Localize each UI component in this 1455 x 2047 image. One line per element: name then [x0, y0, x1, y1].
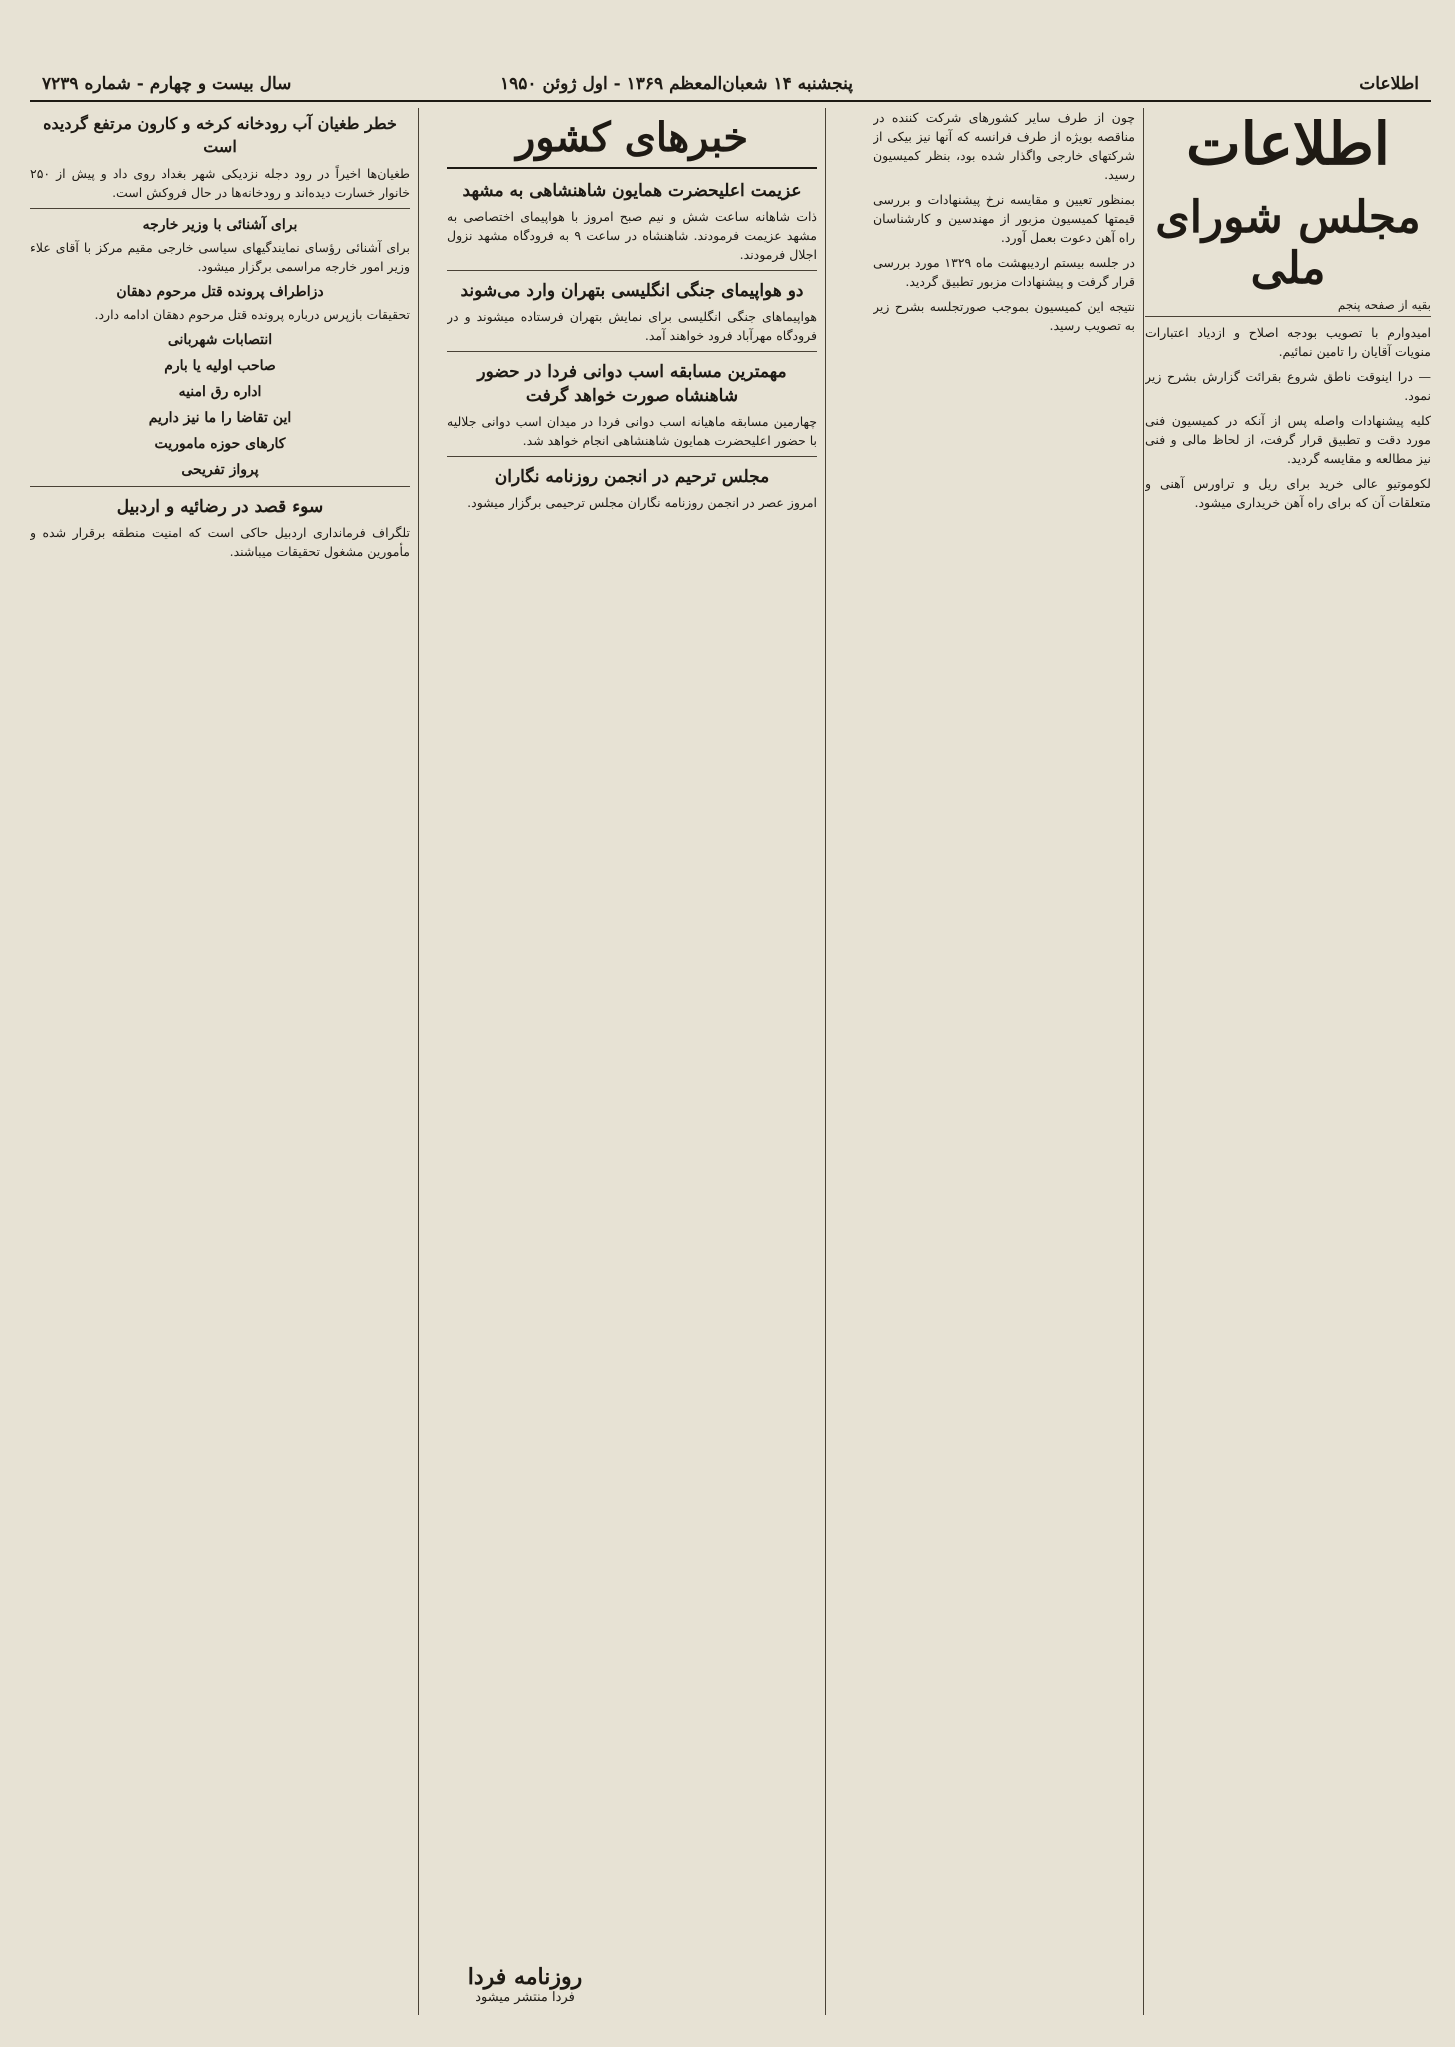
headline: خطر طغیان آب رودخانه کرخه و کارون مرتفع گردیده است: [43, 114, 397, 156]
masthead-name: اطلاعات: [1359, 74, 1419, 94]
article-paragraph: امیدوارم با تصویب بودجه اصلاح و ازدیاد اعتبارات منویات آقایان را تامین نمائیم.: [1145, 325, 1431, 359]
headline: کارهای حوزه ماموریت: [154, 436, 286, 452]
headline: سوء قصد در رضائیه و اردبیل: [116, 497, 324, 517]
section-title: مجلس شورای ملی: [1155, 192, 1421, 294]
article-paragraph: نتیجه این کمیسیون بموجب صورتجلسه بشرح زیر به تصویب رسید.: [873, 299, 1135, 333]
article-paragraph: بمنظور تعیین و مقایسه نرخ پیشنهادات و بررسی قیمتها کمیسیون مزبور از مهندسین و کارشناسان راه آهن دعوت بعمل آورد.: [873, 192, 1135, 245]
byline: بقیه از صفحه پنجم: [1145, 298, 1431, 317]
column-parliament: [1145, 108, 1431, 2015]
column-divider: [825, 108, 826, 2015]
article-paragraph: کلیه پیشنهادات واصله پس از آنکه در کمیسیون فنی مورد دقت و تطبیق قرار گرفت، از لحاظ مالی و فنی نیز مطالعه و مقایسه گردید.: [1145, 413, 1431, 466]
headline: این تقاضا را ما نیز داریم: [148, 410, 292, 426]
headline: عزیمت اعلیحضرت همایون شاهنشاهی به مشهد: [462, 181, 802, 201]
separator: [447, 351, 817, 352]
headline: برای آشنائی با وزیر خارجه: [142, 217, 298, 233]
article-paragraph: چهارمین مسابقه ماهیانه اسب دوانی فردا در میدان اسب دوانی جلالیه با حضور اعلیحضرت همایون شاهنشاهی انجام خواهد شد.: [447, 414, 817, 448]
masthead-date: پنجشنبه ۱۴ شعبان‌المعظم ۱۳۶۹ - اول ژوئن ۱۹۵۰: [500, 74, 854, 94]
separator: [30, 208, 410, 209]
headline: مجلس ترحیم در انجمن روزنامه نگاران: [494, 467, 770, 487]
headline: دو هواپیمای جنگی انگلیسی بتهران وارد می‌شوند: [460, 281, 804, 301]
column-news-briefs: [30, 108, 410, 2015]
column-divider: [418, 108, 419, 2015]
separator: [447, 270, 817, 271]
column-divider: [1143, 108, 1144, 2015]
domestic-news-title: خبرهای کشور: [447, 114, 817, 169]
article-paragraph: تحقیقات بازپرس درباره پرونده قتل مرحوم دهقان ادامه دارد.: [94, 307, 410, 322]
article-paragraph: هواپیماهای جنگی انگلیسی برای نمایش بتهران فرستاده میشوند و در فرودگاه مهرآباد فرود خواهند آمد.: [447, 309, 817, 343]
headline: دزاطراف پرونده قتل مرحوم دهقان: [116, 284, 324, 300]
column-report: [873, 108, 1135, 2015]
article-paragraph: طغیان‌ها اخیراً در رود دجله نزدیکی شهر بغداد روی داد و پیش از ۲۵۰ خانوار خسارت دیده‌اند و رودخانه‌ها در حال فروکش است.: [30, 166, 410, 200]
bottom-banner-subtitle: فردا منتشر میشود: [475, 1990, 575, 2005]
masthead-issue: سال بیست و چهارم - شماره ۷۲۳۹: [42, 74, 292, 94]
article-paragraph: لکوموتیو عالی خرید برای ریل و تراورس آهنی و متعلقات آن که برای راه آهن خریداری میشود.: [1145, 476, 1431, 510]
headline: صاحب اولیه یا بارم: [164, 358, 276, 374]
separator: [30, 486, 410, 487]
masthead: [30, 70, 1431, 102]
article-paragraph: در جلسه بیستم اردیبهشت ماه ۱۳۲۹ مورد بررسی قرار گرفت و پیشنهادات مزبور تطبیق گردید.: [873, 255, 1135, 289]
headline: مهمترین مسابقه اسب دوانی فردا در حضور شاهنشاه صورت خواهد گرفت: [477, 362, 787, 406]
article-paragraph: — درا اینوقت ناطق شروع بقرائت گزارش بشرح زیر نمود.: [1145, 369, 1431, 403]
article-paragraph: تلگراف فرمانداری اردبیل حاکی است که امنیت منطقه برقرار شده و مأمورین مشغول تحقیقات میباشند.: [30, 525, 410, 559]
article-paragraph: امروز عصر در انجمن روزنامه نگاران مجلس ترحیمی برگزار میشود.: [467, 495, 817, 510]
headline: اداره رق امنیه: [178, 384, 262, 400]
headline: انتصابات شهربانی: [167, 332, 273, 348]
bottom-banner-title: روزنامه فردا: [467, 1964, 583, 1990]
separator: [447, 456, 817, 457]
column-domestic-news: [447, 108, 817, 2015]
article-paragraph: چون از طرف سایر کشورهای شرکت کننده در مناقصه بویژه از طرف فرانسه که آنها نیز بیکی از شرکتهای خارجی واگذار شده بود، بنظر کمیسیون رسید.: [873, 110, 1135, 182]
newspaper-logo: اطلاعات: [1186, 110, 1390, 178]
article-paragraph: ذات شاهانه ساعت شش و نیم صبح امروز با هواپیمای اختصاصی به مشهد عزیمت فرمودند. شاهنشاه در ساعت ۹ به فرودگاه مشهد نزول اجلال فرمودند.: [447, 209, 817, 262]
headline: پرواز تفریحی: [181, 462, 259, 478]
article-paragraph: برای آشنائی رؤسای نمایندگیهای سیاسی خارجی مقیم مرکز با آقای علاء وزیر امور خارجه مراسمی برگزار میشود.: [30, 240, 410, 274]
bottom-banner: [440, 1964, 610, 2005]
